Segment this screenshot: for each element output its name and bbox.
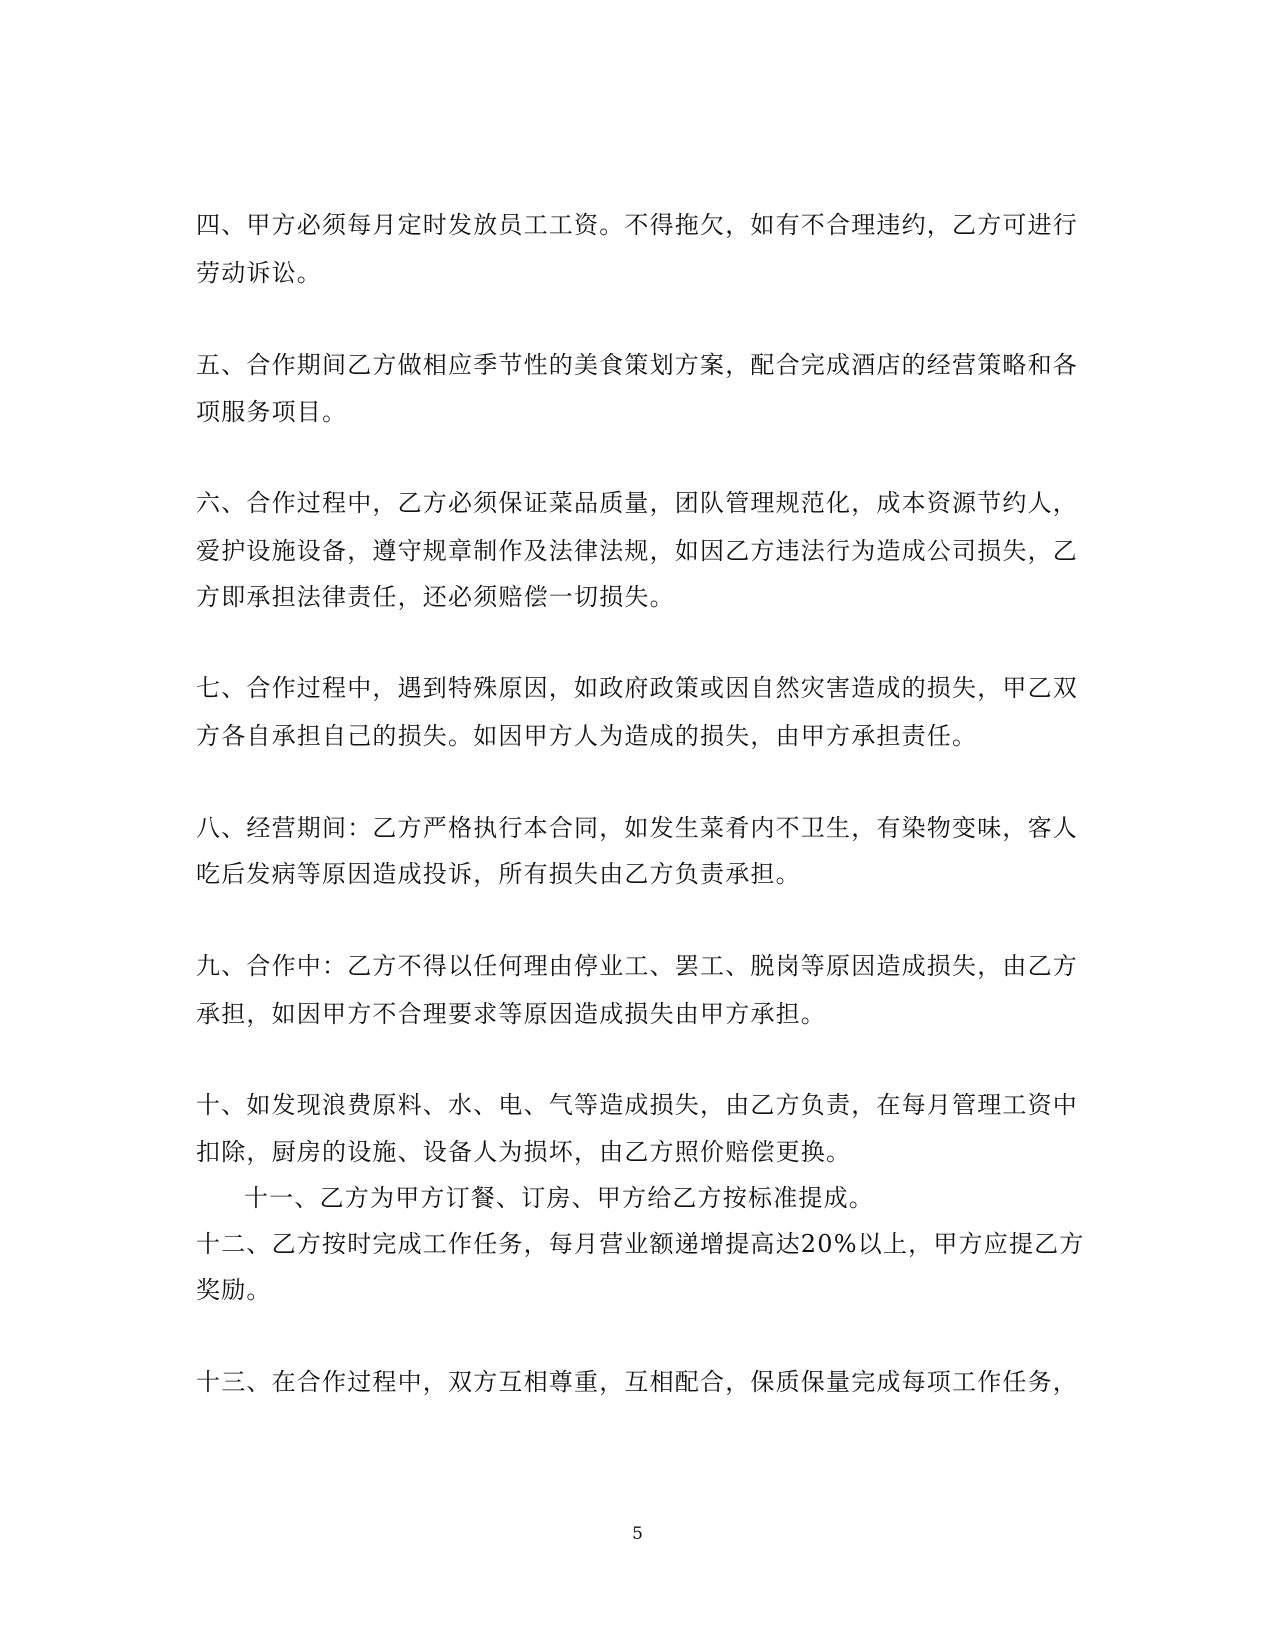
clause-10-line-2: 扣除，厨房的设施、设备人为损坏，由乙方照价赔偿更换。: [196, 1138, 852, 1166]
clause-4-line-1: 四、甲方必须每月定时发放员工工资。不得拖欠，如有不合理违约，乙方可进行: [196, 211, 1078, 239]
clause-5-line-1: 五、合作期间乙方做相应季节性的美食策划方案，配合完成酒店的经营策略和各: [196, 351, 1078, 379]
clause-13-line-1: 十三、在合作过程中，双方互相尊重，互相配合，保质保量完成每项工作任务，: [196, 1368, 1078, 1396]
clause-9-line-1: 九、合作中：乙方不得以任何理由停业工、罢工、脱岗等原因造成损失，由乙方: [196, 952, 1078, 980]
clause-12-line-1: 十二、乙方按时完成工作任务，每月营业额递增提高达20%以上，甲方应提乙方: [196, 1230, 1085, 1258]
clause-8-line-2: 吃后发病等原因造成投诉，所有损失由乙方负责承担。: [196, 860, 801, 888]
clause-7-line-1: 七、合作过程中，遇到特殊原因，如政府政策或因自然灾害造成的损失，甲乙双: [196, 674, 1078, 702]
clause-6-line-3: 方即承担法律责任，还必须赔偿一切损失。: [196, 583, 675, 611]
clause-9-line-2: 承担，如因甲方不合理要求等原因造成损失由甲方承担。: [196, 1000, 826, 1028]
clause-6-line-1: 六、合作过程中，乙方必须保证菜品质量，团队管理规范化，成本资源节约人，: [196, 489, 1078, 517]
clause-11-line-1: 十一、乙方为甲方订餐、订房、甲方给乙方按标准提成。: [244, 1184, 874, 1212]
clause-5-line-2: 项服务项目。: [196, 398, 348, 426]
clause-8-line-1: 八、经营期间：乙方严格执行本合同，如发生菜肴内不卫生，有染物变味，客人: [196, 814, 1078, 842]
clause-7-line-2: 方各自承担自己的损失。如因甲方人为造成的损失，由甲方承担责任。: [196, 722, 978, 750]
clause-12-line-2: 奖励。: [196, 1276, 272, 1304]
clause-4-line-2: 劳动诉讼。: [196, 259, 322, 287]
clause-6-line-2: 爱护设施设备，遵守规章制作及法律法规，如因乙方违法行为造成公司损失，乙: [196, 537, 1078, 565]
clause-10-line-1: 十、如发现浪费原料、水、电、气等造成损失，由乙方负责，在每月管理工资中: [196, 1091, 1078, 1119]
page-number: 5: [632, 1524, 643, 1544]
